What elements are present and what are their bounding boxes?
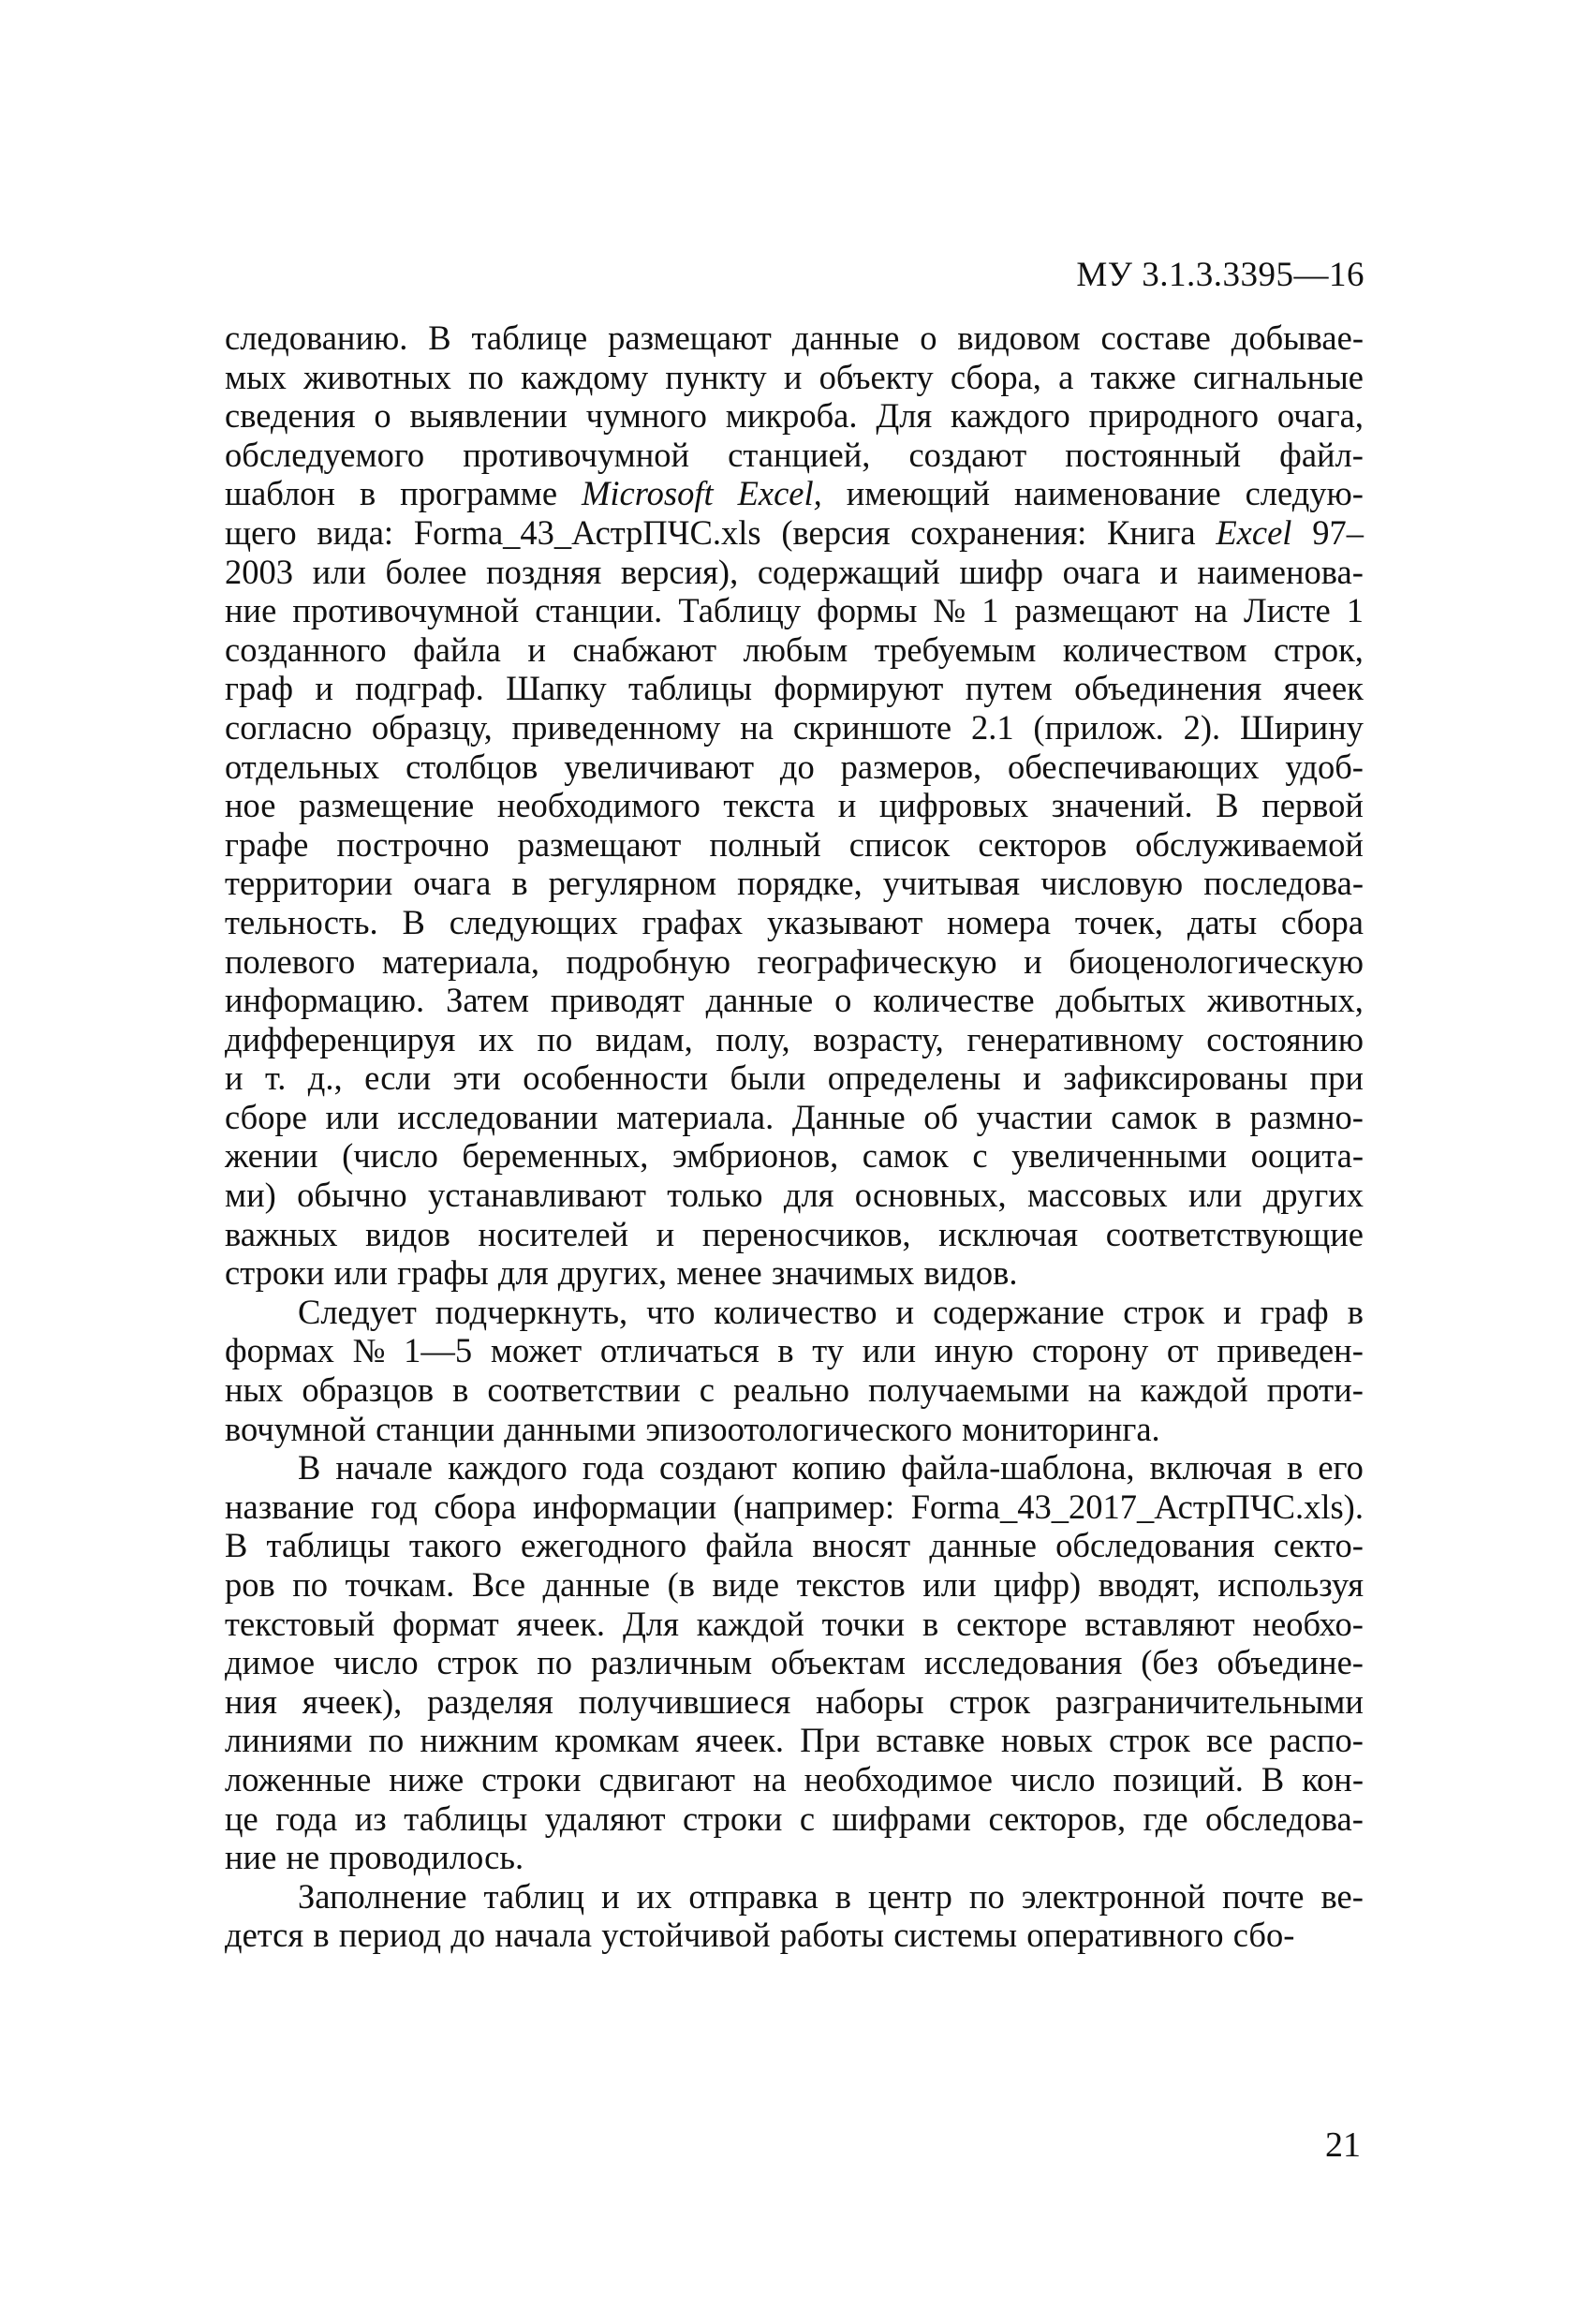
text-line: и т. д., если эти особенности были определены и зафиксированы при (225, 1058, 1364, 1098)
text-line: це года из таблицы удаляют строки с шифрами секторов, где обследова- (225, 1799, 1364, 1838)
text-line: текстовый формат ячеек. Для каждой точки в секторе вставляют необхо- (225, 1604, 1364, 1643)
text-line: информацию. Затем приводят данные о количестве добытых животных, (225, 981, 1364, 1020)
page-number: 21 (1325, 2125, 1361, 2165)
text-line: сборе или исследовании материала. Данные об участии самок в размно- (225, 1097, 1364, 1136)
text-line: вочумной станции данными эпизоотологического мониторинга. (225, 1409, 1160, 1448)
text-line: отдельных столбцов увеличивают до размеров, обеспечивающих удоб- (225, 747, 1364, 786)
text-line: ное размещение необходимого текста и цифровых значений. В первой (225, 786, 1364, 825)
text-line: название год сбора информации (например: Forma_43_2017_АстрПЧС.xls). (225, 1487, 1364, 1526)
text-line: димое число строк по различным объектам исследования (без объедине- (225, 1643, 1364, 1682)
text-line: ми) обычно устанавливают только для основных, массовых или других (225, 1176, 1364, 1215)
text-line: следованию. В таблице размещают данные о видовом составе добывае- (225, 318, 1364, 357)
text-line: согласно образцу, приведенному на скриншоте 2.1 (прилож. 2). Ширину (225, 707, 1364, 747)
text-line: Следует подчеркнуть, что количество и содержание строк и граф в (298, 1292, 1364, 1331)
text-line: ния ячеек), разделяя получившиеся наборы строк разграничительными (225, 1681, 1364, 1721)
text-line: ние не проводилось. (225, 1838, 524, 1877)
text-line: графе построчно размещают полный список секторов обслуживаемой (225, 824, 1364, 864)
text-line: формах № 1—5 может отличаться в ту или иную сторону от приведен- (225, 1331, 1364, 1370)
text-line: ложенные ниже строки сдвигают на необходимое число позиций. В кон- (225, 1759, 1364, 1799)
text-line: шаблон в программе Microsoft Excel, имеющий наименование следую- (225, 474, 1364, 513)
text-line: линиями по нижним кромкам ячеек. При вставке новых строк все распо- (225, 1721, 1364, 1760)
text-line: ние противочумной станции. Таблицу формы № 1 размещают на Листе 1 (225, 591, 1364, 630)
text-line: строки или графы для других, менее значимых видов. (225, 1253, 1018, 1293)
text-line: тельность. В следующих графах указывают номера точек, даты сбора (225, 902, 1364, 941)
text-line: обследуемого противочумной станцией, создают постоянный файл- (225, 435, 1364, 474)
text-line: территории очага в регулярном порядке, учитывая числовую последова- (225, 864, 1364, 903)
text-line: созданного файла и снабжают любым требуемым количеством строк, (225, 629, 1364, 669)
text-line: щего вида: Forma_43_АстрПЧС.xls (версия сохранения: Книга Excel 97– (225, 512, 1364, 552)
text-line: дифференцируя их по видам, полу, возрасту, генеративному состоянию (225, 1019, 1364, 1058)
text-line: Заполнение таблиц и их отправка в центр по электронной почте ве- (298, 1876, 1364, 1916)
text-line: ных образцов в соответствии с реально получаемыми на каждой проти- (225, 1370, 1364, 1410)
text-line: мых животных по каждому пункту и объекту сбора, а также сигнальные (225, 357, 1364, 396)
text-line: дется в период до начала устойчивой работы системы оперативного сбо- (225, 1916, 1295, 1955)
text-line: В начале каждого года создают копию файла-шаблона, включая в его (298, 1448, 1364, 1488)
body-text (225, 318, 1364, 1955)
running-header: МУ 3.1.3.3395—16 (1076, 256, 1364, 294)
text-line: ров по точкам. Все данные (в виде текстов или цифр) вводят, используя (225, 1565, 1364, 1604)
text-line: 2003 или более поздняя версия), содержащий шифр очага и наименова- (225, 552, 1364, 591)
text-line: сведения о выявлении чумного микроба. Для каждого природного очага, (225, 396, 1364, 436)
text-line: граф и подграф. Шапку таблицы формируют путем объединения ячеек (225, 669, 1364, 708)
text-line: В таблицы такого ежегодного файла вносят данные обследования секто- (225, 1526, 1364, 1565)
text-line: важных видов носителей и переносчиков, исключая соответствующие (225, 1214, 1364, 1253)
text-line: полевого материала, подробную географическую и биоценологическую (225, 941, 1364, 981)
text-line: жении (число беременных, эмбрионов, самок с увеличенными ооцита- (225, 1136, 1364, 1176)
